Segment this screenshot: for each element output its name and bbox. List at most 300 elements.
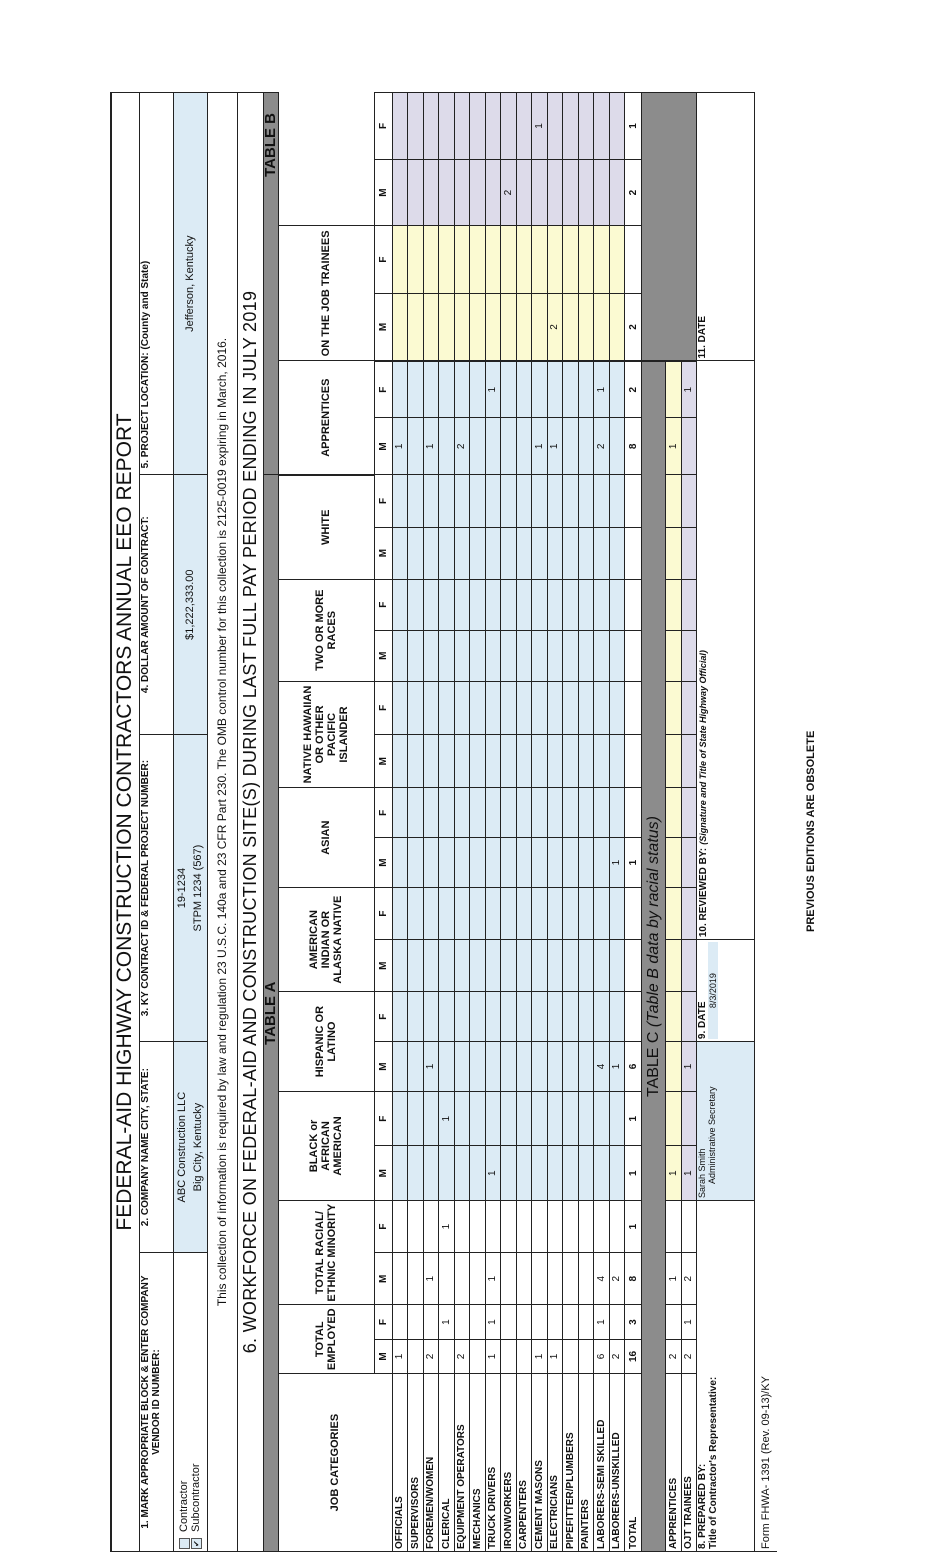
table-c-cell[interactable] xyxy=(666,630,682,681)
count-cell[interactable] xyxy=(501,93,517,160)
count-cell[interactable] xyxy=(408,630,424,681)
count-cell[interactable]: 1 xyxy=(423,1253,439,1305)
count-cell[interactable] xyxy=(516,940,532,992)
count-cell[interactable] xyxy=(439,681,455,734)
count-cell[interactable] xyxy=(392,93,408,160)
count-cell[interactable] xyxy=(501,293,517,361)
count-cell[interactable] xyxy=(516,1042,532,1092)
count-cell[interactable]: 1 xyxy=(609,838,625,888)
count-cell[interactable] xyxy=(485,940,501,992)
count-cell[interactable] xyxy=(423,579,439,630)
count-cell[interactable] xyxy=(578,630,594,681)
count-cell[interactable] xyxy=(532,992,548,1042)
count-cell[interactable] xyxy=(594,940,610,992)
count-cell[interactable] xyxy=(408,475,424,527)
count-cell[interactable] xyxy=(609,579,625,630)
count-cell[interactable] xyxy=(532,475,548,527)
count-cell[interactable] xyxy=(547,735,563,788)
count-cell[interactable]: 1 xyxy=(485,1339,501,1373)
count-cell[interactable] xyxy=(485,630,501,681)
count-cell[interactable] xyxy=(439,788,455,838)
count-cell[interactable] xyxy=(408,159,424,225)
count-cell[interactable] xyxy=(392,527,408,579)
count-cell[interactable]: 2 xyxy=(454,418,470,475)
count-cell[interactable]: 1 xyxy=(485,1253,501,1305)
count-cell[interactable]: 2 xyxy=(594,418,610,475)
count-cell[interactable] xyxy=(547,1042,563,1092)
count-cell[interactable] xyxy=(578,226,594,294)
count-cell[interactable] xyxy=(532,940,548,992)
count-cell[interactable] xyxy=(470,735,486,788)
count-cell[interactable] xyxy=(578,93,594,160)
count-cell[interactable] xyxy=(408,93,424,160)
date9-value[interactable]: 8/3/2019 xyxy=(708,942,718,1039)
count-cell[interactable] xyxy=(532,1091,548,1146)
count-cell[interactable]: 4 xyxy=(594,1253,610,1305)
count-cell[interactable] xyxy=(392,579,408,630)
table-c-cell[interactable] xyxy=(681,630,697,681)
count-cell[interactable] xyxy=(501,887,517,939)
count-cell[interactable] xyxy=(439,887,455,939)
count-cell[interactable] xyxy=(516,1091,532,1146)
count-cell[interactable] xyxy=(501,788,517,838)
count-cell[interactable] xyxy=(408,838,424,888)
count-cell[interactable] xyxy=(439,579,455,630)
count-cell[interactable] xyxy=(423,681,439,734)
count-cell[interactable] xyxy=(501,527,517,579)
count-cell[interactable] xyxy=(578,887,594,939)
count-cell[interactable] xyxy=(609,93,625,160)
count-cell[interactable] xyxy=(532,361,548,418)
count-cell[interactable] xyxy=(408,735,424,788)
count-cell[interactable] xyxy=(485,887,501,939)
count-cell[interactable] xyxy=(392,1253,408,1305)
count-cell[interactable] xyxy=(563,226,579,294)
count-cell[interactable] xyxy=(470,1146,486,1201)
count-cell[interactable] xyxy=(516,1253,532,1305)
count-cell[interactable] xyxy=(408,1305,424,1339)
count-cell[interactable] xyxy=(485,735,501,788)
count-cell[interactable] xyxy=(470,93,486,160)
count-cell[interactable] xyxy=(501,940,517,992)
count-cell[interactable] xyxy=(516,681,532,734)
count-cell[interactable] xyxy=(439,293,455,361)
count-cell[interactable] xyxy=(609,226,625,294)
count-cell[interactable] xyxy=(408,788,424,838)
count-cell[interactable] xyxy=(609,527,625,579)
count-cell[interactable] xyxy=(470,226,486,294)
count-cell[interactable] xyxy=(454,1091,470,1146)
table-c-cell[interactable] xyxy=(666,788,682,838)
count-cell[interactable] xyxy=(578,735,594,788)
count-cell[interactable] xyxy=(594,681,610,734)
count-cell[interactable] xyxy=(439,940,455,992)
reviewed-by-block[interactable] xyxy=(697,361,755,940)
count-cell[interactable] xyxy=(563,159,579,225)
count-cell[interactable] xyxy=(516,579,532,630)
count-cell[interactable] xyxy=(516,1339,532,1373)
count-cell[interactable] xyxy=(485,788,501,838)
count-cell[interactable] xyxy=(563,527,579,579)
table-c-cell[interactable]: 1 xyxy=(666,418,682,475)
count-cell[interactable] xyxy=(594,1091,610,1146)
count-cell[interactable] xyxy=(423,475,439,527)
count-cell[interactable] xyxy=(501,1305,517,1339)
count-cell[interactable] xyxy=(423,159,439,225)
count-cell[interactable] xyxy=(392,475,408,527)
table-c-cell[interactable]: 2 xyxy=(666,1339,682,1373)
count-cell[interactable] xyxy=(439,361,455,418)
table-c-cell[interactable] xyxy=(666,527,682,579)
table-c-cell[interactable] xyxy=(681,887,697,939)
count-cell[interactable] xyxy=(547,940,563,992)
count-cell[interactable] xyxy=(485,418,501,475)
count-cell[interactable] xyxy=(563,361,579,418)
count-cell[interactable] xyxy=(423,1201,439,1253)
count-cell[interactable] xyxy=(423,93,439,160)
table-c-cell[interactable] xyxy=(666,992,682,1042)
table-c-cell[interactable]: 1 xyxy=(681,361,697,418)
count-cell[interactable] xyxy=(470,1091,486,1146)
count-cell[interactable] xyxy=(392,887,408,939)
count-cell[interactable] xyxy=(439,475,455,527)
count-cell[interactable] xyxy=(392,940,408,992)
count-cell[interactable] xyxy=(408,1201,424,1253)
count-cell[interactable] xyxy=(578,159,594,225)
count-cell[interactable] xyxy=(423,226,439,294)
count-cell[interactable] xyxy=(594,735,610,788)
count-cell[interactable] xyxy=(578,1146,594,1201)
count-cell[interactable]: 1 xyxy=(439,1201,455,1253)
count-cell[interactable] xyxy=(470,992,486,1042)
count-cell[interactable] xyxy=(454,293,470,361)
count-cell[interactable] xyxy=(594,788,610,838)
count-cell[interactable] xyxy=(578,681,594,734)
count-cell[interactable] xyxy=(547,681,563,734)
table-c-cell[interactable]: 1 xyxy=(666,1146,682,1201)
count-cell[interactable] xyxy=(501,1339,517,1373)
count-cell[interactable] xyxy=(501,1253,517,1305)
count-cell[interactable] xyxy=(423,887,439,939)
count-cell[interactable] xyxy=(501,226,517,294)
count-cell[interactable] xyxy=(439,1146,455,1201)
count-cell[interactable] xyxy=(594,630,610,681)
count-cell[interactable] xyxy=(485,1201,501,1253)
count-cell[interactable] xyxy=(547,93,563,160)
count-cell[interactable] xyxy=(454,527,470,579)
count-cell[interactable] xyxy=(501,418,517,475)
count-cell[interactable] xyxy=(547,1305,563,1339)
count-cell[interactable] xyxy=(408,226,424,294)
contractor-checkbox[interactable] xyxy=(179,1538,190,1549)
count-cell[interactable] xyxy=(454,361,470,418)
count-cell[interactable] xyxy=(609,1201,625,1253)
count-cell[interactable] xyxy=(563,788,579,838)
count-cell[interactable] xyxy=(485,93,501,160)
count-cell[interactable] xyxy=(454,887,470,939)
count-cell[interactable] xyxy=(594,838,610,888)
count-cell[interactable] xyxy=(408,887,424,939)
count-cell[interactable] xyxy=(594,293,610,361)
count-cell[interactable]: 6 xyxy=(594,1339,610,1373)
count-cell[interactable] xyxy=(408,992,424,1042)
table-c-cell[interactable] xyxy=(666,1042,682,1092)
count-cell[interactable] xyxy=(408,579,424,630)
count-cell[interactable] xyxy=(501,992,517,1042)
table-c-cell[interactable] xyxy=(681,788,697,838)
count-cell[interactable] xyxy=(392,838,408,888)
subcontractor-checkbox[interactable]: ✔ xyxy=(191,1538,202,1549)
table-c-cell[interactable] xyxy=(666,735,682,788)
count-cell[interactable] xyxy=(423,788,439,838)
count-cell[interactable] xyxy=(563,940,579,992)
count-cell[interactable] xyxy=(439,735,455,788)
count-cell[interactable] xyxy=(609,992,625,1042)
table-c-cell[interactable] xyxy=(681,1201,697,1253)
count-cell[interactable] xyxy=(454,630,470,681)
count-cell[interactable] xyxy=(454,159,470,225)
count-cell[interactable] xyxy=(485,226,501,294)
count-cell[interactable] xyxy=(470,1201,486,1253)
count-cell[interactable]: 1 xyxy=(439,1305,455,1339)
count-cell[interactable] xyxy=(470,579,486,630)
count-cell[interactable] xyxy=(470,630,486,681)
count-cell[interactable] xyxy=(501,475,517,527)
count-cell[interactable] xyxy=(516,1201,532,1253)
count-cell[interactable]: 1 xyxy=(392,418,408,475)
count-cell[interactable] xyxy=(439,226,455,294)
count-cell[interactable]: 1 xyxy=(423,1042,439,1092)
count-cell[interactable] xyxy=(470,838,486,888)
count-cell[interactable] xyxy=(501,838,517,888)
count-cell[interactable] xyxy=(516,1305,532,1339)
count-cell[interactable] xyxy=(563,992,579,1042)
count-cell[interactable] xyxy=(563,838,579,888)
count-cell[interactable] xyxy=(454,1201,470,1253)
table-c-cell[interactable] xyxy=(681,579,697,630)
count-cell[interactable] xyxy=(423,735,439,788)
count-cell[interactable] xyxy=(423,1091,439,1146)
table-c-cell[interactable] xyxy=(681,418,697,475)
count-cell[interactable] xyxy=(516,788,532,838)
project-location[interactable]: Jefferson, Kentucky xyxy=(173,93,207,475)
count-cell[interactable] xyxy=(392,159,408,225)
count-cell[interactable] xyxy=(563,1091,579,1146)
count-cell[interactable]: 4 xyxy=(594,1042,610,1092)
count-cell[interactable] xyxy=(501,1042,517,1092)
count-cell[interactable] xyxy=(563,1253,579,1305)
table-c-cell[interactable]: 1 xyxy=(681,1305,697,1339)
count-cell[interactable] xyxy=(439,159,455,225)
count-cell[interactable]: 1 xyxy=(485,1146,501,1201)
count-cell[interactable] xyxy=(454,579,470,630)
count-cell[interactable]: 2 xyxy=(501,159,517,225)
count-cell[interactable] xyxy=(470,788,486,838)
count-cell[interactable] xyxy=(408,1091,424,1146)
count-cell[interactable] xyxy=(563,735,579,788)
count-cell[interactable] xyxy=(609,630,625,681)
count-cell[interactable] xyxy=(563,1201,579,1253)
count-cell[interactable] xyxy=(470,1253,486,1305)
count-cell[interactable] xyxy=(563,681,579,734)
count-cell[interactable] xyxy=(532,1253,548,1305)
count-cell[interactable] xyxy=(594,887,610,939)
count-cell[interactable]: 1 xyxy=(439,1091,455,1146)
count-cell[interactable] xyxy=(501,1201,517,1253)
count-cell[interactable] xyxy=(578,1253,594,1305)
prepared-by-value[interactable] xyxy=(697,1042,755,1201)
count-cell[interactable] xyxy=(547,475,563,527)
count-cell[interactable] xyxy=(609,788,625,838)
count-cell[interactable] xyxy=(547,887,563,939)
count-cell[interactable] xyxy=(516,418,532,475)
count-cell[interactable] xyxy=(532,788,548,838)
count-cell[interactable]: 1 xyxy=(423,418,439,475)
count-cell[interactable] xyxy=(392,788,408,838)
count-cell[interactable]: 1 xyxy=(532,418,548,475)
count-cell[interactable] xyxy=(454,681,470,734)
contract-info[interactable] xyxy=(173,735,207,1042)
count-cell[interactable] xyxy=(609,681,625,734)
count-cell[interactable]: 2 xyxy=(547,293,563,361)
count-cell[interactable] xyxy=(578,1201,594,1253)
count-cell[interactable] xyxy=(454,1305,470,1339)
count-cell[interactable] xyxy=(485,527,501,579)
count-cell[interactable] xyxy=(609,418,625,475)
count-cell[interactable] xyxy=(609,475,625,527)
count-cell[interactable] xyxy=(563,1146,579,1201)
count-cell[interactable] xyxy=(485,1091,501,1146)
count-cell[interactable] xyxy=(392,361,408,418)
count-cell[interactable] xyxy=(423,992,439,1042)
table-c-cell[interactable] xyxy=(666,361,682,418)
count-cell[interactable] xyxy=(563,1305,579,1339)
count-cell[interactable] xyxy=(547,527,563,579)
count-cell[interactable] xyxy=(594,159,610,225)
count-cell[interactable] xyxy=(439,992,455,1042)
count-cell[interactable] xyxy=(423,361,439,418)
table-c-cell[interactable] xyxy=(666,940,682,992)
count-cell[interactable] xyxy=(594,93,610,160)
count-cell[interactable] xyxy=(470,681,486,734)
count-cell[interactable] xyxy=(408,681,424,734)
count-cell[interactable] xyxy=(423,527,439,579)
count-cell[interactable] xyxy=(392,630,408,681)
count-cell[interactable] xyxy=(578,293,594,361)
count-cell[interactable] xyxy=(594,527,610,579)
count-cell[interactable] xyxy=(594,1201,610,1253)
count-cell[interactable] xyxy=(392,1146,408,1201)
count-cell[interactable] xyxy=(547,788,563,838)
count-cell[interactable] xyxy=(516,887,532,939)
table-c-cell[interactable] xyxy=(681,838,697,888)
count-cell[interactable] xyxy=(547,226,563,294)
count-cell[interactable] xyxy=(563,1042,579,1092)
count-cell[interactable] xyxy=(454,788,470,838)
count-cell[interactable] xyxy=(563,887,579,939)
count-cell[interactable] xyxy=(470,361,486,418)
count-cell[interactable] xyxy=(501,361,517,418)
table-c-cell[interactable] xyxy=(666,1091,682,1146)
count-cell[interactable] xyxy=(609,1091,625,1146)
count-cell[interactable] xyxy=(594,226,610,294)
count-cell[interactable] xyxy=(439,1042,455,1092)
count-cell[interactable] xyxy=(516,475,532,527)
count-cell[interactable] xyxy=(563,630,579,681)
count-cell[interactable] xyxy=(516,630,532,681)
count-cell[interactable] xyxy=(501,681,517,734)
count-cell[interactable] xyxy=(439,630,455,681)
count-cell[interactable] xyxy=(454,940,470,992)
count-cell[interactable] xyxy=(578,361,594,418)
count-cell[interactable] xyxy=(532,159,548,225)
count-cell[interactable] xyxy=(392,226,408,294)
count-cell[interactable] xyxy=(470,475,486,527)
count-cell[interactable] xyxy=(485,1042,501,1092)
count-cell[interactable] xyxy=(547,1091,563,1146)
count-cell[interactable] xyxy=(408,527,424,579)
count-cell[interactable] xyxy=(423,940,439,992)
count-cell[interactable] xyxy=(516,293,532,361)
count-cell[interactable] xyxy=(578,788,594,838)
count-cell[interactable] xyxy=(454,992,470,1042)
count-cell[interactable] xyxy=(578,1091,594,1146)
table-c-cell[interactable] xyxy=(681,992,697,1042)
table-c-cell[interactable] xyxy=(666,1305,682,1339)
count-cell[interactable]: 2 xyxy=(423,1339,439,1373)
count-cell[interactable] xyxy=(516,93,532,160)
count-cell[interactable]: 1 xyxy=(594,361,610,418)
count-cell[interactable] xyxy=(578,527,594,579)
count-cell[interactable] xyxy=(594,992,610,1042)
count-cell[interactable] xyxy=(516,527,532,579)
table-c-cell[interactable]: 1 xyxy=(681,1042,697,1092)
count-cell[interactable]: 1 xyxy=(485,1305,501,1339)
count-cell[interactable] xyxy=(423,1146,439,1201)
count-cell[interactable] xyxy=(547,159,563,225)
count-cell[interactable] xyxy=(485,293,501,361)
count-cell[interactable] xyxy=(532,735,548,788)
count-cell[interactable] xyxy=(594,475,610,527)
count-cell[interactable] xyxy=(516,992,532,1042)
count-cell[interactable] xyxy=(516,159,532,225)
count-cell[interactable] xyxy=(470,940,486,992)
count-cell[interactable] xyxy=(547,630,563,681)
count-cell[interactable] xyxy=(470,527,486,579)
count-cell[interactable] xyxy=(547,361,563,418)
count-cell[interactable] xyxy=(485,681,501,734)
count-cell[interactable] xyxy=(392,681,408,734)
count-cell[interactable] xyxy=(594,1146,610,1201)
count-cell[interactable] xyxy=(532,887,548,939)
count-cell[interactable] xyxy=(563,579,579,630)
count-cell[interactable] xyxy=(408,361,424,418)
count-cell[interactable] xyxy=(532,1042,548,1092)
count-cell[interactable] xyxy=(470,418,486,475)
count-cell[interactable] xyxy=(563,418,579,475)
count-cell[interactable] xyxy=(485,579,501,630)
count-cell[interactable]: 2 xyxy=(609,1253,625,1305)
count-cell[interactable] xyxy=(547,1146,563,1201)
count-cell[interactable] xyxy=(563,475,579,527)
count-cell[interactable] xyxy=(392,992,408,1042)
count-cell[interactable] xyxy=(485,992,501,1042)
table-c-cell[interactable] xyxy=(666,1201,682,1253)
table-c-cell[interactable] xyxy=(666,681,682,734)
count-cell[interactable] xyxy=(408,1042,424,1092)
count-cell[interactable] xyxy=(609,1305,625,1339)
count-cell[interactable]: 2 xyxy=(609,1339,625,1373)
